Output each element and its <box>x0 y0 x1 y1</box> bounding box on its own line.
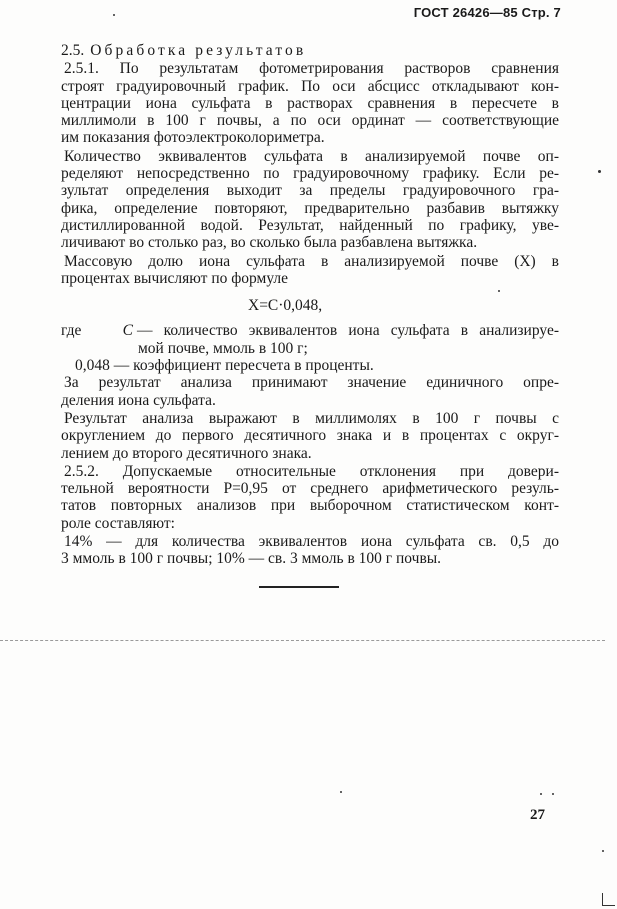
paragraph-equivalents <box>61 148 559 252</box>
formula: X=C·0,048, <box>248 297 323 315</box>
symbol-c: C <box>122 322 133 340</box>
text-line: дистиллированной водой. Результат, найденный по графику, уве- <box>61 216 559 234</box>
text-line: личивают во столько раз, во сколько была разбавлена вытяжка. <box>61 234 478 252</box>
scan-speck <box>598 170 601 173</box>
page-header: ГОСТ 26426—85 Стр. 7 <box>413 5 561 20</box>
text-line: роле составляют: <box>61 514 175 532</box>
corner-crop-mark <box>602 893 615 906</box>
paragraph-2-5-1 <box>61 60 559 146</box>
where-word: где <box>61 322 82 340</box>
section-number: 2.5. <box>61 42 85 59</box>
text-line: Количество эквивалентов сульфата в анализируемой почве оп- <box>64 147 559 165</box>
text-line: округлением до первого десятичного знака и в процентах с округ- <box>61 427 559 445</box>
scan-speck <box>540 793 542 795</box>
text-line: процентах вычисляют по формуле <box>61 269 289 287</box>
text-line: 3 ммоль в 100 г почвы; 10% — св. 3 ммоль в 100 г почвы. <box>61 550 442 568</box>
page-number: 27 <box>530 807 545 823</box>
scan-fold-line <box>0 640 605 641</box>
text-line: 2.5.2. Допускаемые относительные отклонения при довери- <box>64 462 559 480</box>
text-line: татов повторных анализов при выборочном статистическом конт- <box>61 497 559 515</box>
text-line: центрации иона сульфата в растворах сравнения в пересчете в <box>61 94 559 112</box>
paragraph-mass-fraction <box>61 253 559 288</box>
text-line: деления иона сульфата. <box>61 391 216 409</box>
text-line: лением до второго десятичного знака. <box>61 444 312 462</box>
document-body <box>61 42 559 568</box>
paragraph-2-5-2 <box>61 463 559 532</box>
section-title: Обработка результатов <box>90 42 307 59</box>
text-line: 14% — для количества эквивалентов иона сульфата св. 0,5 до <box>64 533 559 551</box>
text-line: ределяют непосредственно по градуировочному графику. Если ре- <box>61 165 559 183</box>
text-line: миллимоли в 100 г почвы, а по оси ординат — соответствующие <box>61 112 559 130</box>
paragraph-result <box>61 374 559 409</box>
text-line: фика, определение повторяют, предварительно разбавив вытяжку <box>61 199 559 217</box>
text-line: 2.5.1. По результатам фотометрирования растворов сравнения <box>64 60 559 78</box>
text-line: За результат анализа принимают значение единичного опре- <box>64 374 559 392</box>
scan-speck <box>602 850 604 852</box>
formula-legend <box>61 322 559 374</box>
legend-line <box>61 322 559 339</box>
symbol-c-definition: — количество эквивалентов иона сульфата в анализируе- <box>137 322 559 340</box>
text-line: тельной вероятности P=0,95 от среднего арифметического резуль- <box>61 480 559 498</box>
scan-speck <box>552 793 554 795</box>
paragraph-tolerances <box>61 533 559 568</box>
end-divider <box>259 586 339 588</box>
section-heading <box>61 42 559 59</box>
text-line: Результат анализа выражают в миллимолях в 100 г почвы с <box>64 409 559 427</box>
text-line: строят градуировочный график. По оси абсцисс откладывают кон- <box>61 77 559 95</box>
text-line: им показания фотоэлектроколориметра. <box>61 129 325 147</box>
scan-speck <box>498 290 500 292</box>
scan-speck <box>340 791 342 793</box>
scan-speck <box>113 14 115 16</box>
legend-continuation: мой почве, ммоль в 100 г; <box>138 339 308 357</box>
paragraph-expression <box>61 410 559 462</box>
text-line: зультат определения выходит за пределы градуировочного гра- <box>61 182 559 200</box>
coefficient-definition: 0,048 — коэффициент пересчета в проценты. <box>75 357 374 375</box>
text-line: Массовую долю иона сульфата в анализируемой почве (X) в <box>64 252 559 270</box>
